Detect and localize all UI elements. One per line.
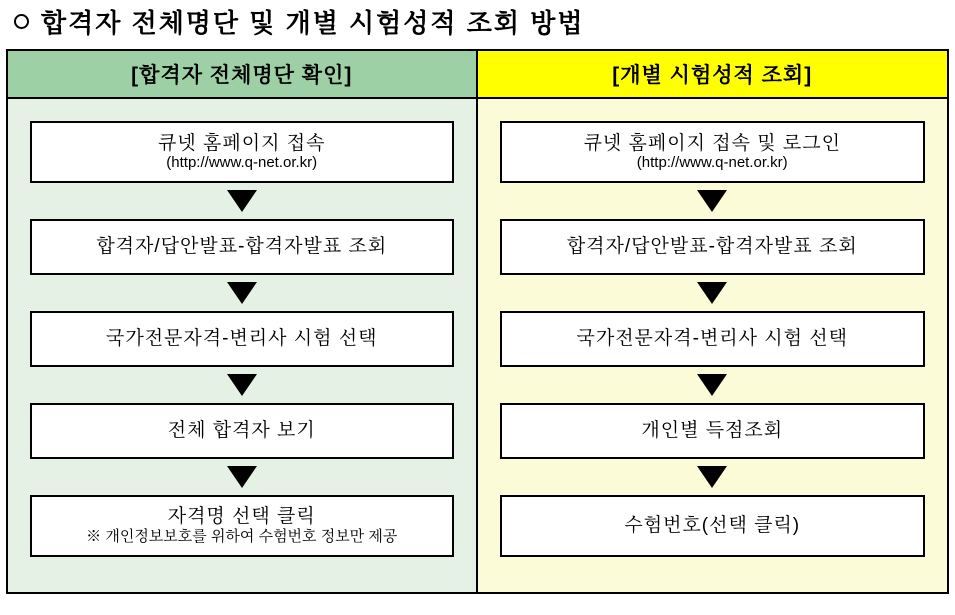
step-box[interactable] [500, 311, 926, 367]
step-box[interactable] [500, 403, 926, 459]
step-box[interactable] [30, 495, 454, 557]
step-box[interactable] [30, 121, 454, 183]
column-body-individual-score [478, 99, 948, 592]
arrow-down-icon [500, 367, 926, 403]
column-body-full-list [8, 99, 476, 592]
step-sub-text: (http://www.q-net.or.kr) [166, 154, 318, 172]
step-main-text: 자격명 선택 클릭 [167, 506, 316, 528]
step-box[interactable] [500, 495, 926, 557]
page-title-text: 합격자 전체명단 및 개별 시험성적 조회 방법 [41, 7, 585, 38]
arrow-down-icon [500, 275, 926, 311]
step-box[interactable] [30, 311, 454, 367]
circle-bullet-icon [14, 14, 29, 29]
step-main-text: 국가전문자격-변리사 시험 선택 [106, 328, 378, 350]
step-box[interactable] [30, 219, 454, 275]
step-main-text: 수험번호(선택 클릭) [624, 515, 801, 537]
arrow-down-icon [30, 183, 454, 219]
step-box[interactable] [500, 219, 926, 275]
step-sub-text: (http://www.q-net.or.kr) [636, 154, 788, 172]
step-main-text: 합격자/답안발표-합격자발표 조회 [96, 236, 388, 258]
column-full-list [8, 51, 478, 592]
arrow-down-icon [500, 459, 926, 495]
flow-table [6, 49, 949, 594]
arrow-down-icon [30, 367, 454, 403]
step-note-text: ※ 개인정보보호를 위하여 수험번호 정보만 제공 [86, 528, 398, 546]
step-main-text: 큐넷 홈페이지 접속 [158, 133, 326, 155]
step-main-text: 개인별 득점조회 [641, 420, 784, 442]
step-box[interactable] [500, 121, 926, 183]
arrow-down-icon [30, 275, 454, 311]
step-main-text: 합격자/답안발표-합격자발표 조회 [566, 236, 858, 258]
step-main-text: 큐넷 홈페이지 접속 및 로그인 [583, 133, 841, 155]
step-box[interactable] [30, 403, 454, 459]
page-title [0, 0, 955, 44]
step-main-text: 전체 합격자 보기 [167, 420, 316, 442]
step-main-text: 국가전문자격-변리사 시험 선택 [576, 328, 848, 350]
column-header-individual-score: [개별 시험성적 조회] [478, 51, 948, 99]
column-individual-score [478, 51, 948, 592]
column-header-full-list: [합격자 전체명단 확인] [8, 51, 476, 99]
arrow-down-icon [500, 183, 926, 219]
arrow-down-icon [30, 459, 454, 495]
